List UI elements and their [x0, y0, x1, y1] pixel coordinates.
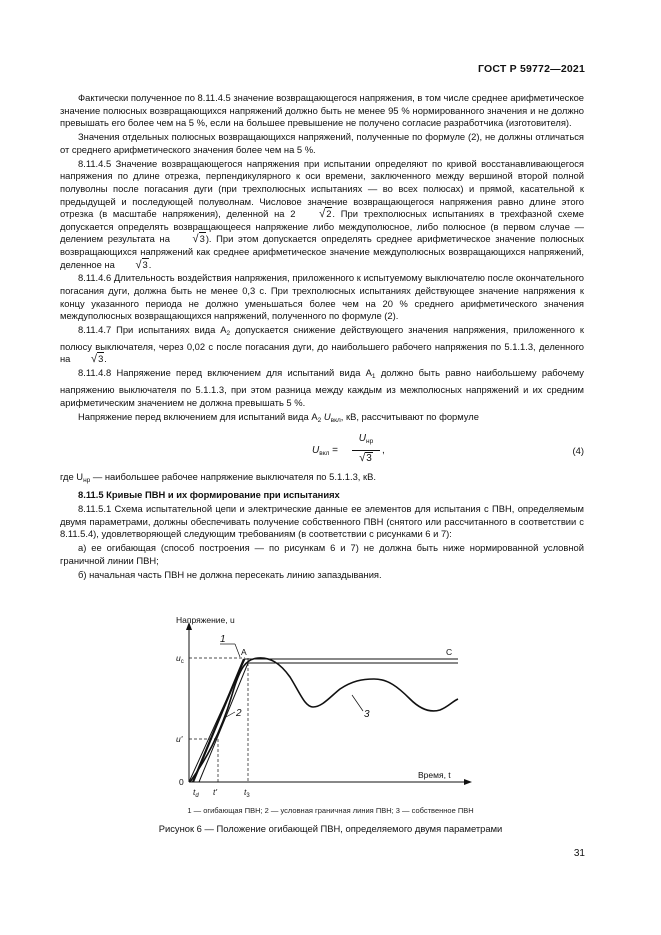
numerator	[352, 433, 380, 451]
figure-caption: Рисунок 6 — Положение огибающей ПВН, определяемого двумя параметрами	[158, 823, 503, 834]
text-run: .	[148, 258, 152, 270]
u-prime-label: u'	[176, 734, 183, 744]
figure-6-diagram	[0, 615, 661, 815]
subscript: 2	[317, 416, 322, 424]
subscript: вкл	[330, 416, 341, 424]
boundary-line-2-inner	[199, 663, 458, 782]
paragraph: Фактически полученное по 8.11.4.5 значение возвращающегося напряжения, в том числе среднее арифметическое значение полюсных возвращающихся напряжений должно быть не менее 95 % нормированного значения и не должно превышать его более чем на 5 %, если на большее превышение не получено согласие разработчика (изготовителя).	[60, 92, 584, 129]
text-run: 8.11.4.7 При испытаниях вида А	[78, 324, 227, 336]
paragraph-8-11-4-5	[60, 158, 584, 271]
text-run: ). При этом допускается определять среднее арифметическое значение полюсных возвращающихся напряжений как среднее арифметическое значение междуполюсных возвращающихся напряжений, деленное на	[60, 233, 584, 270]
sqrt-symbol	[73, 353, 104, 366]
subscript: 2	[226, 330, 231, 338]
text-run: . При трехполюсных испытаниях в трехфазной схеме допускается определять возвращающееся напряжение либо междуполюсное, либо полюсное (в первом случае — делением результата на	[60, 208, 584, 245]
td-label	[193, 787, 199, 799]
x-axis-arrow	[464, 779, 472, 785]
symbol: U	[323, 410, 331, 422]
curve-1-label: 1	[220, 634, 226, 645]
radical-sign: √	[91, 353, 98, 366]
point-a-label: A	[241, 647, 247, 657]
curve-2-label: 2	[236, 708, 242, 719]
subscript: нр	[83, 477, 91, 485]
leader-1b	[235, 644, 240, 657]
paragraph: 8.11.5.1 Схема испытательной цепи и электрические данные ее элементов для испытания с ПВН, определяемым двумя параметрами, должны обеспечивать получение собственного ПВН (снятого или рассчитанного в соответствии с 8.11.5.4), удовлетворяющей следующим требованиям (в соответствии с рисунками 6 и 7):	[60, 503, 584, 540]
sqrt-symbol	[175, 233, 206, 246]
radicand: 2	[326, 208, 332, 220]
y-axis-label: Напряжение, u	[176, 615, 235, 625]
text-run: .	[104, 353, 107, 365]
paragraph: б) начальная часть ПВН не должна пересекать линию запаздывания.	[78, 568, 382, 580]
sqrt-symbol	[301, 208, 332, 221]
curve-3-label: 3	[364, 709, 370, 720]
text-run: , кВ, рассчитывают по формуле	[340, 410, 479, 422]
subscript: вкл	[319, 450, 330, 458]
text-run: 8.11.4.8 Напряжение перед включением для испытаний вида А	[78, 367, 372, 379]
boundary-line-2	[189, 659, 458, 782]
td-symbol: t	[193, 787, 196, 797]
radical-sign: √	[319, 208, 326, 221]
td-subscript: d	[195, 793, 199, 799]
formula-4	[60, 429, 584, 471]
formula-number: (4)	[572, 445, 584, 457]
text-run: 8.11.4.5 Значение возвращающегося напряжения при испытании определяют по кривой восстанавливающегося напряжения по длине отрезка, перпендикулярного к оси времени, заключенного между вершиной второй полной полуволны после погасания дуги (при трехполюсных испытаниях — во всех полюсах) и прямой, касательной к предыдущей и последующей полуволнам. Числовое значение возвращающегося напряжения равно длине этого отрезка (в масштабе напряжения), деленной на 2	[60, 157, 584, 220]
t-prime-label: t'	[213, 787, 217, 797]
subscript: 1	[371, 373, 376, 381]
formula-comma: ,	[382, 445, 385, 457]
uc-subscript: c	[180, 659, 184, 665]
equals-sign: =	[329, 445, 339, 457]
text-run: Напряжение перед включением для испытаний вида А	[78, 410, 318, 422]
sqrt-symbol	[117, 259, 148, 272]
envelope-curve-1	[193, 659, 244, 782]
paragraph-formula-intro	[60, 411, 584, 428]
leader-3	[352, 695, 363, 711]
text-run: — наибольшее рабочее напряжение выключателя по 5.1.1.3, кВ.	[92, 471, 376, 483]
t3-symbol: t	[244, 787, 247, 797]
paragraph: Значения отдельных полюсных возвращающихся напряжений, полученные по формуле (2), не должны отличаться от среднего арифметического значения более чем на 5 %.	[60, 131, 584, 155]
figure-legend: 1 — огибающая ПВН; 2 — условная граничная линия ПВН; 3 — собственное ПВН	[187, 806, 474, 815]
uc-symbol: u	[176, 653, 181, 663]
radicand: 3	[142, 258, 148, 270]
radicand: 3	[199, 233, 205, 245]
section-heading: 8.11.5 Кривые ПВН и их формирование при испытаниях	[78, 489, 340, 501]
text-run: должно быть равно наибольшему рабочему напряжению выключателя по 5.1.1.3, при этом разница между каждым из межполюсных напряжений и их средним арифметическим значением не должна превышать 5 %.	[60, 367, 584, 408]
radical-sign: √	[192, 233, 199, 246]
formula-fraction	[352, 433, 380, 465]
radicand: 3	[366, 452, 372, 464]
symbol: U	[358, 433, 366, 445]
trv-curve-3	[190, 658, 458, 782]
subscript: нр	[366, 438, 374, 446]
text-run: допускается снижение действующего значения напряжения, приложенного к полюсу выключателя, через 0,02 с после погасания дуги, до наибольшего рабочего напряжения по 5.1.1.3, деленного на	[60, 324, 584, 365]
radicand: 3	[98, 353, 104, 365]
radical-sign: √	[135, 258, 142, 271]
text-body	[60, 92, 584, 583]
symbol: U	[312, 445, 320, 457]
point-c-label: C	[446, 647, 453, 657]
t3-subscript: 3	[246, 793, 250, 799]
paragraph-where	[60, 471, 584, 488]
origin-label: 0	[179, 777, 184, 787]
t3-label	[244, 787, 250, 799]
x-axis-label: Время, t	[418, 770, 451, 780]
standard-header: ГОСТ Р 59772—2021	[477, 63, 585, 75]
paragraph: 8.11.4.6 Длительность воздействия напряжения, приложенного к испытуемому выключателю после окончательного погасания дуги, должна быть не менее 0,3 с. При трехполюсных испытаниях действующее значение напряжения к концу указанного периода не должно уменьшаться более чем на 20 % среднего арифметического значения междуполюсных возвращающихся напряжений, полученного по формуле (2).	[60, 272, 584, 322]
paragraph-8-11-4-7	[60, 324, 584, 366]
sqrt-symbol	[359, 452, 373, 466]
formula-lhs	[312, 445, 338, 461]
text-run: где U	[60, 471, 84, 483]
paragraph: а) ее огибающая (способ построения — по рисункам 6 и 7) не должна быть ниже нормированной условной граничной линии ПВН;	[60, 542, 584, 566]
denominator	[352, 451, 380, 466]
uc-label	[176, 653, 184, 665]
radical-sign: √	[359, 451, 366, 464]
paragraph-8-11-4-8	[60, 367, 584, 409]
page-number: 31	[573, 848, 585, 859]
